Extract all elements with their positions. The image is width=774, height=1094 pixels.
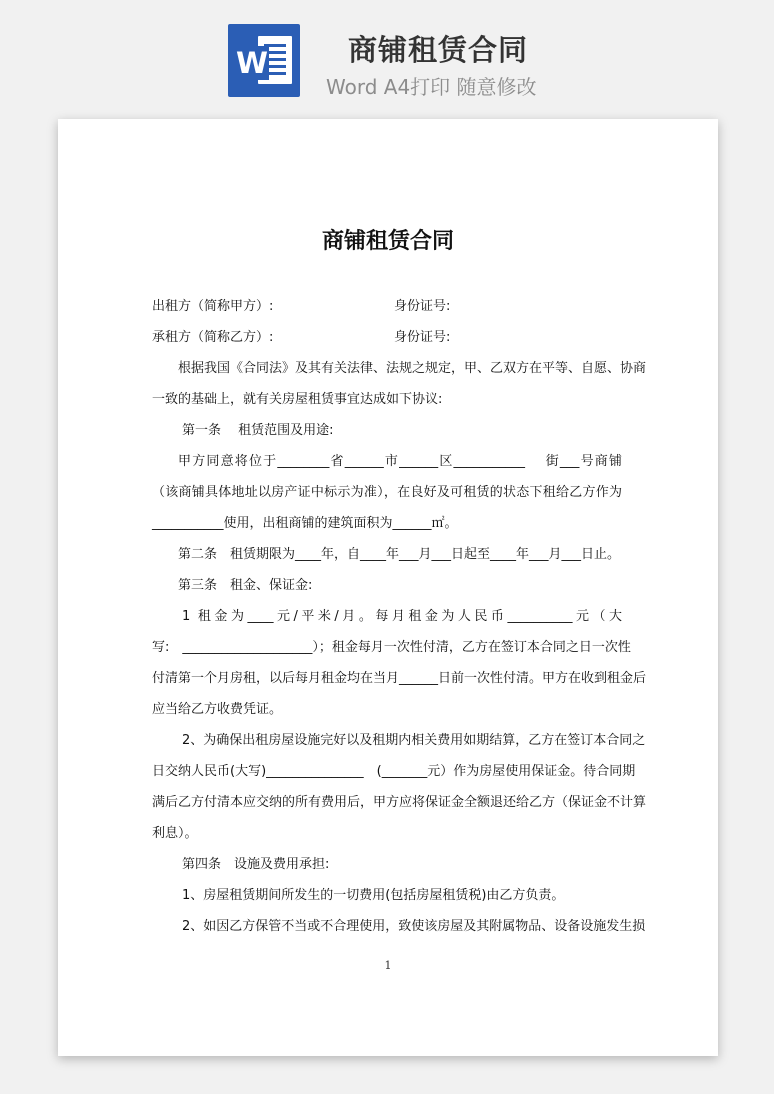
document-page: [58, 119, 718, 1056]
header-subtitle: Word A4打印 随意修改: [326, 75, 537, 99]
word-letter: W: [236, 46, 268, 80]
article-heading: 第一条 租赁范围及用途:: [182, 423, 334, 438]
paragraph-line: 满后乙方付清本应交纳的所有费用后，甲方应将保证金全额退还给乙方（保证金不计算: [152, 795, 647, 810]
paragraph-line: 1 租金为____元/平米/月。每月租金为人民币__________元（大: [182, 609, 622, 624]
lessee-id-label: 身份证号:: [394, 330, 451, 345]
lessor-label: 出租方（简称甲方）:: [152, 299, 274, 314]
paragraph-line: 2、为确保出租房屋设施完好以及租期内相关费用如期结算，乙方在签订本合同之: [182, 733, 646, 748]
paragraph-line: 付清第一个月房租，以后每月租金均在当月______日前一次性付清。甲方在收到租金后: [152, 671, 647, 686]
paragraph-line: 写: ____________________）；租金每月一次性付清，乙方在签订本合同之日一次性: [152, 640, 631, 655]
paragraph-line: 根据我国《合同法》及其有关法律、法规之规定，甲、乙双方在平等、自愿、协商: [178, 361, 647, 376]
page-header: [0, 0, 774, 112]
paragraph-line: 2、如因乙方保管不当或不合理使用，致使该房屋及其附属物品、设备设施发生损: [182, 919, 646, 934]
lessor-id-label: 身份证号:: [394, 299, 451, 314]
paragraph-line: ___________使用，出租商铺的建筑面积为______㎡。: [152, 516, 458, 531]
article-heading: 第二条 租赁期限为____年，自____年___月___日起至____年___月___日止。: [178, 547, 621, 562]
paragraph-line: （该商铺具体地址以房产证中标示为准），在良好及可租赁的状态下租给乙方作为: [152, 485, 622, 500]
paragraph-line: 日交纳人民币(大写)_______________ (_______元）作为房屋使用保证金。待合同期: [152, 764, 636, 779]
page-number: 1: [384, 959, 392, 972]
document-title: 商铺租赁合同: [321, 229, 454, 254]
header-title: 商铺租赁合同: [348, 33, 529, 67]
paragraph-line: 应当给乙方收费凭证。: [152, 702, 283, 717]
paragraph-line: 一致的基础上，就有关房屋租赁事宜达成如下协议:: [152, 392, 443, 407]
article-heading: 第三条 租金、保证金:: [178, 578, 313, 593]
word-icon: [228, 24, 300, 97]
paragraph-line: 1、房屋租赁期间所发生的一切费用(包括房屋租赁税)由乙方负责。: [182, 888, 565, 903]
article-heading: 第四条 设施及费用承担:: [182, 857, 330, 872]
paragraph-line: 甲方同意将位于________省______市______区___________ 街___号商铺: [178, 454, 622, 469]
paragraph-line: 利息）。: [152, 826, 198, 841]
lessee-label: 承租方（简称乙方）:: [152, 330, 274, 345]
